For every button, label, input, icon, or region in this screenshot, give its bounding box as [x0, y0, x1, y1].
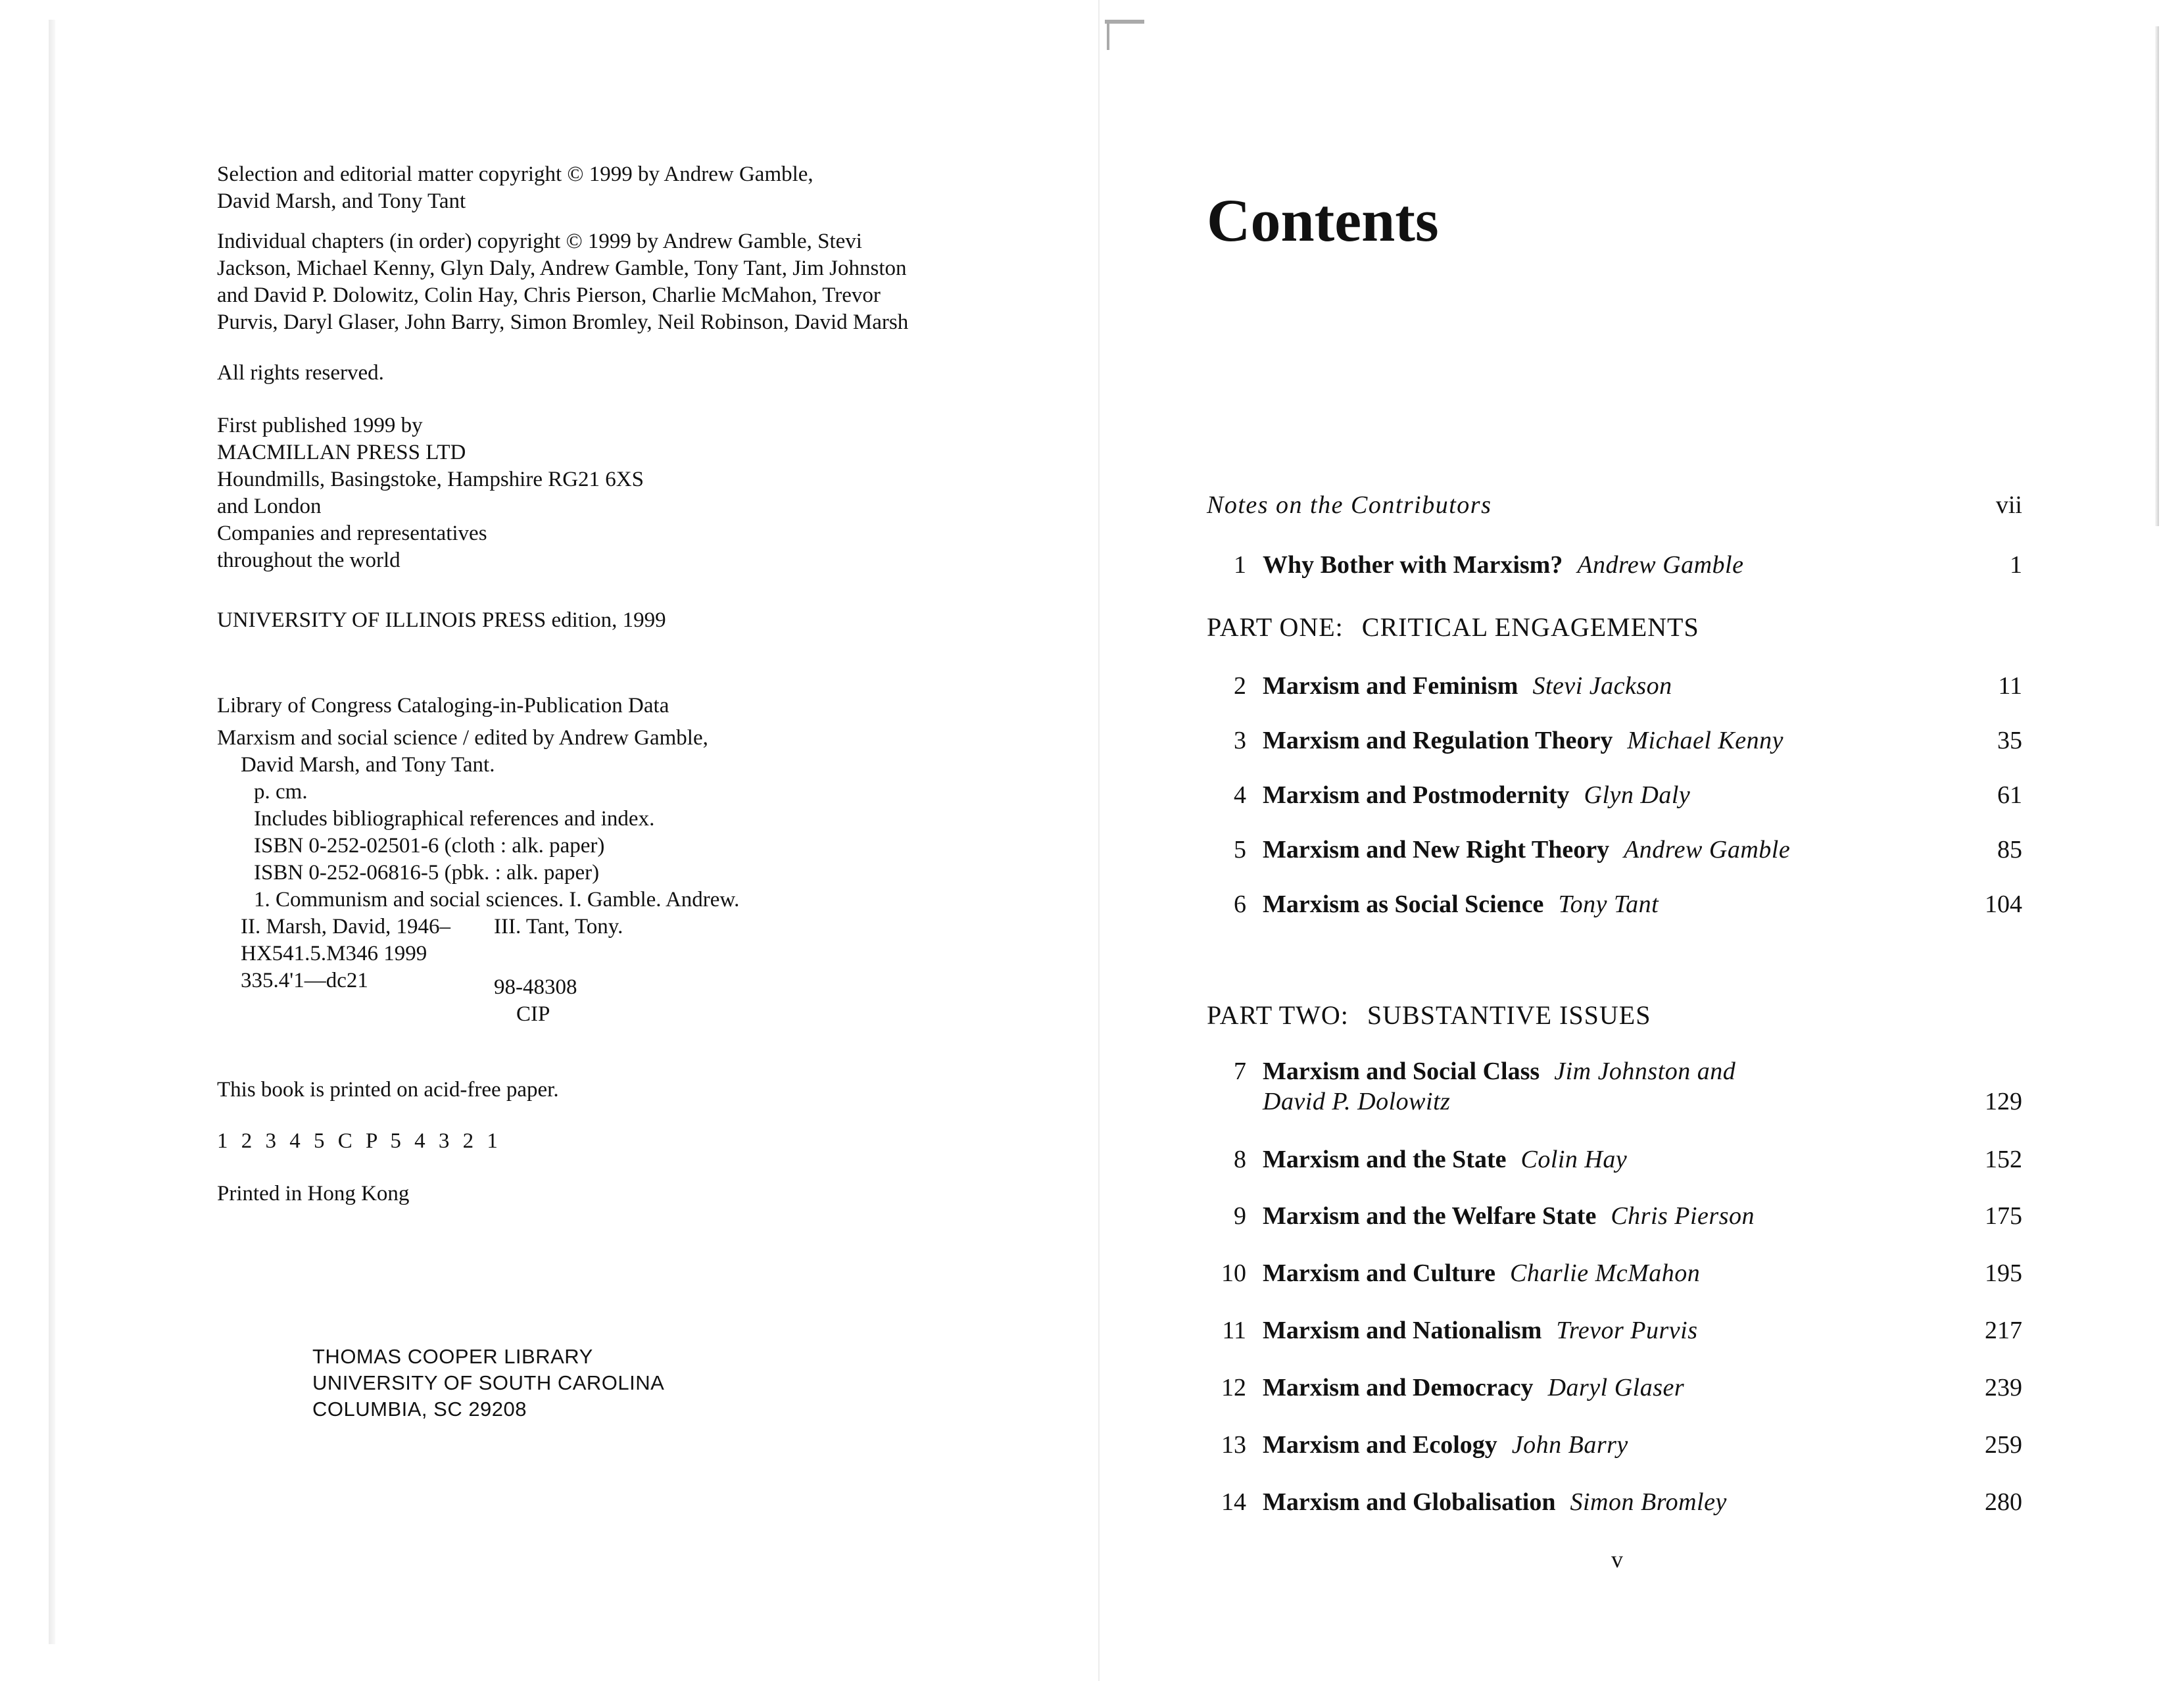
- toc-chapter-author: Michael Kenny: [1627, 727, 1784, 754]
- printed-in: [217, 1181, 1072, 1207]
- toc-page-number: 1: [2010, 551, 2022, 579]
- cip-subject: II. Marsh, David, 1946–: [241, 915, 450, 938]
- toc-chapter-title: Marxism as Social Science: [1263, 890, 1544, 918]
- toc-chapter-title: Marxism and Postmodernity: [1263, 781, 1570, 809]
- cip-classification: [217, 967, 1072, 1001]
- toc-chapter-title: Why Bother with Marxism?: [1263, 551, 1563, 579]
- book-gutter: [1098, 0, 1100, 1681]
- toc-page-number: 217: [1985, 1317, 2022, 1344]
- printing-number-line: 1 2 3 4 5 C P 5 4 3 2 1: [217, 1129, 502, 1153]
- toc-chapter-author: David P. Dolowitz: [1263, 1088, 1451, 1115]
- publisher-line: First published 1999 by: [217, 414, 423, 437]
- part-title: CRITICAL ENGAGEMENTS: [1361, 612, 1699, 642]
- toc-chapter-title: Marxism and Regulation Theory: [1263, 727, 1613, 754]
- editorial-copyright: [217, 161, 1072, 215]
- toc-chapter[interactable]: [1207, 1056, 2022, 1129]
- cip-line: ISBN 0-252-06816-5 (pbk. : alk. paper): [254, 861, 600, 885]
- toc-chapter-number: 10: [1221, 1259, 1246, 1287]
- rights-text: All rights reserved.: [217, 361, 384, 385]
- scan-page-edge-left: [49, 20, 55, 1644]
- toc-chapter-number: 9: [1234, 1202, 1246, 1230]
- copyright-line: Selection and editorial matter copyright © 1999 by Andrew Gamble,: [217, 162, 813, 186]
- publisher-line: Houndmills, Basingstoke, Hampshire RG21 6XS: [217, 468, 644, 491]
- page-folio: v: [1611, 1546, 1623, 1572]
- toc-chapter-author: Andrew Gamble: [1577, 551, 1744, 579]
- toc-chapter-number: 4: [1234, 781, 1246, 809]
- cip-call-number: HX541.5.M346 1999: [241, 942, 427, 965]
- toc-page-number: 104: [1985, 890, 2022, 918]
- toc-chapter-title: Marxism and Democracy: [1263, 1374, 1534, 1401]
- cip-heading: Library of Congress Cataloging-in-Publication Data: [217, 694, 669, 718]
- toc-page-number: vii: [1995, 491, 2022, 519]
- toc-chapter-author: Chris Pierson: [1611, 1202, 1755, 1230]
- copyright-line: David Marsh, and Tony Tant: [217, 189, 466, 213]
- copyright-line: Individual chapters (in order) copyright © 1999 by Andrew Gamble, Stevi: [217, 230, 862, 253]
- cip-line: Includes bibliographical references and index.: [254, 807, 655, 831]
- copyright-line: Jackson, Michael Kenny, Glyn Daly, Andrew Gamble, Tony Tant, Jim Johnston: [217, 256, 907, 280]
- toc-chapter-number: 1: [1234, 551, 1246, 579]
- cip-title-line: David Marsh, and Tony Tant.: [241, 753, 495, 777]
- toc-chapter-author: Daryl Glaser: [1547, 1374, 1685, 1401]
- library-stamp-line: THOMAS COOPER LIBRARY: [312, 1345, 593, 1368]
- toc-page-number: 175: [1985, 1202, 2022, 1230]
- acid-free-text: This book is printed on acid-free paper.: [217, 1078, 559, 1102]
- toc-chapter-number: 13: [1221, 1431, 1246, 1459]
- toc-chapter-title: Marxism and Nationalism: [1263, 1317, 1542, 1344]
- toc-part-one-heading: [1207, 612, 1699, 643]
- edition-statement: [217, 607, 1072, 634]
- toc-chapter-author: Stevi Jackson: [1532, 672, 1672, 700]
- cip-line: 1. Communism and social sciences. I. Gamble. Andrew.: [254, 888, 740, 912]
- part-title: SUBSTANTIVE ISSUES: [1367, 1000, 1651, 1030]
- toc-chapter-author: Glyn Daly: [1584, 781, 1691, 809]
- publisher-line: MACMILLAN PRESS LTD: [217, 441, 466, 464]
- scan-speck: [1105, 20, 1144, 24]
- toc-chapter-title: Marxism and the State: [1263, 1146, 1507, 1173]
- toc-page-number: 11: [1998, 672, 2022, 700]
- toc-chapter-title: Marxism and Culture: [1263, 1259, 1495, 1287]
- cip-subjects: [217, 914, 1072, 940]
- printing-line: [217, 1128, 1072, 1155]
- toc-page-number: 85: [1997, 836, 2022, 864]
- toc-chapter-number: 7: [1234, 1058, 1246, 1085]
- paper-statement: [217, 1077, 1072, 1104]
- page-title: Contents: [1207, 187, 1439, 254]
- scan-page-edge-right: [2155, 26, 2159, 526]
- printed-in-text: Printed in Hong Kong: [217, 1182, 410, 1206]
- rights-statement: [217, 360, 1072, 387]
- copyright-line: Purvis, Daryl Glaser, John Barry, Simon Bromley, Neil Robinson, David Marsh: [217, 310, 909, 334]
- toc-page-number: 195: [1985, 1259, 2022, 1287]
- part-label: PART TWO:: [1207, 1000, 1349, 1030]
- publisher-line: throughout the world: [217, 548, 400, 572]
- scan-speck: [1107, 24, 1109, 50]
- toc-chapter-number: 2: [1234, 672, 1246, 700]
- toc-page-number: 239: [1985, 1374, 2022, 1401]
- toc-chapter-author: Simon Bromley: [1570, 1488, 1727, 1516]
- library-stamp: [312, 1344, 1167, 1423]
- toc-chapter-author: Trevor Purvis: [1556, 1317, 1698, 1344]
- toc-chapter-title: Marxism and the Welfare State: [1263, 1202, 1597, 1230]
- cip-line: p. cm.: [254, 780, 308, 804]
- toc-chapter-number: 5: [1234, 836, 1246, 864]
- toc-chapter-number: 14: [1221, 1488, 1246, 1516]
- publisher-line: Companies and representatives: [217, 522, 487, 545]
- toc-chapter-number: 6: [1234, 890, 1246, 918]
- cip-lccn: 98-48308: [494, 975, 577, 999]
- toc-chapter-author: Colin Hay: [1520, 1146, 1628, 1173]
- cip-dewey: 335.4'1—dc21: [241, 969, 368, 992]
- toc-chapter-number: 8: [1234, 1146, 1246, 1173]
- cip-line: ISBN 0-252-02501-6 (cloth : alk. paper): [254, 834, 605, 858]
- chapter-copyright: [217, 228, 1072, 336]
- toc-page-number: 129: [1985, 1088, 2022, 1115]
- publisher-line: and London: [217, 495, 322, 518]
- toc-chapter-number: 11: [1222, 1317, 1246, 1344]
- toc-chapter-title: Marxism and Ecology: [1263, 1431, 1497, 1459]
- cip-subject: III. Tant, Tony.: [494, 915, 623, 938]
- edition-text: UNIVERSITY OF ILLINOIS PRESS edition, 1999: [217, 608, 666, 632]
- toc-notes[interactable]: [1207, 490, 2022, 520]
- toc-page-number: 280: [1985, 1488, 2022, 1516]
- toc-chapter-title: Marxism and New Right Theory: [1263, 836, 1610, 864]
- toc-chapter-title: Marxism and Globalisation: [1263, 1488, 1556, 1516]
- toc-chapter-author: John Barry: [1511, 1431, 1628, 1459]
- cip-data: [217, 693, 1072, 1028]
- toc-chapter-author: Tony Tant: [1558, 890, 1659, 918]
- cip-label: CIP: [516, 1002, 550, 1026]
- toc-chapter-number: 3: [1234, 727, 1246, 754]
- toc-chapter-author: Charlie McMahon: [1509, 1259, 1701, 1287]
- toc-chapter-title: Marxism and Social Class: [1263, 1058, 1540, 1085]
- library-stamp-line: UNIVERSITY OF SOUTH CAROLINA: [312, 1371, 665, 1394]
- library-stamp-line: COLUMBIA, SC 29208: [312, 1398, 527, 1421]
- copyright-line: and David P. Dolowitz, Colin Hay, Chris Pierson, Charlie McMahon, Trevor: [217, 283, 881, 307]
- toc-chapter-number: 12: [1221, 1374, 1246, 1401]
- toc-chapter-author: Andrew Gamble: [1624, 836, 1791, 864]
- toc-chapter-author: Jim Johnston and: [1554, 1058, 1736, 1085]
- toc-page-number: 35: [1997, 727, 2022, 754]
- toc-part-two-heading: [1207, 1000, 1651, 1031]
- part-label: PART ONE:: [1207, 612, 1344, 642]
- toc-page-number: 61: [1997, 781, 2022, 809]
- toc-page-number: 152: [1985, 1146, 2022, 1173]
- publisher-info: [217, 412, 1072, 574]
- toc-notes-label: Notes on the Contributors: [1207, 491, 1492, 519]
- toc-page-number: 259: [1985, 1431, 2022, 1459]
- cip-title-line: Marxism and social science / edited by Andrew Gamble,: [217, 726, 708, 750]
- toc-chapter-title: Marxism and Feminism: [1263, 672, 1518, 700]
